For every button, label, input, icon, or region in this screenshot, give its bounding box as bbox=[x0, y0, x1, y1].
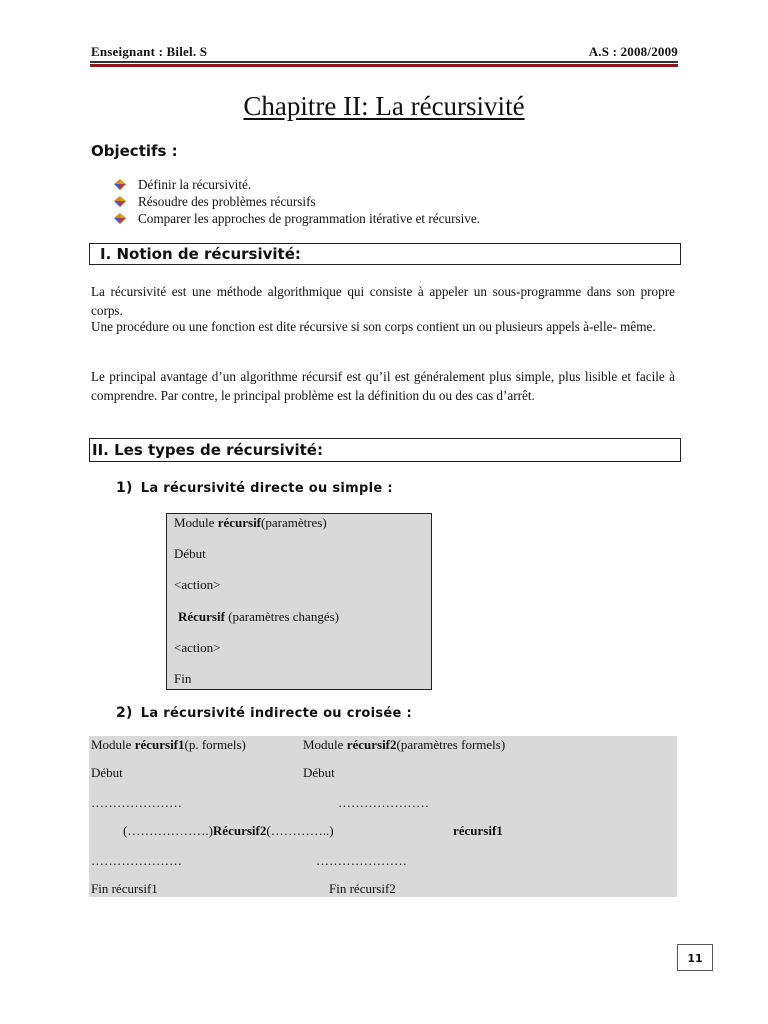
code-line bbox=[123, 823, 334, 839]
paragraph-procedure: Une procédure ou une fonction est dite récursive si son corps contient un ou plusieurs appels à-elle- même. bbox=[91, 319, 656, 334]
header-rule bbox=[90, 61, 678, 63]
code-line: ………………… bbox=[316, 853, 407, 868]
code-line: ………………… bbox=[338, 795, 429, 810]
code-text: (p. formels) bbox=[184, 737, 246, 752]
code-keyword: Récursif2 bbox=[212, 823, 267, 838]
code-line: Fin bbox=[174, 671, 192, 686]
objective-text: Définir la récursivité. bbox=[138, 177, 252, 192]
chapter-title-text: Chapitre II: La récursivité bbox=[243, 91, 525, 121]
objective-text: Comparer les approches de programmation itérative et récursive. bbox=[138, 211, 481, 226]
teacher-name: Enseignant : Bilel. S bbox=[91, 44, 208, 59]
paragraph-advantage: Le principal avantage d’un algorithme récursif est qu’il est généralement plus simple, plus lisible et facile à comprendre. Par contre, le principal problème est la définition du ou des cas d’arrêt. bbox=[91, 369, 675, 403]
bullet-icon bbox=[114, 196, 126, 207]
code-line: Début bbox=[174, 546, 206, 561]
code-keyword: récursif bbox=[217, 515, 262, 530]
bullet-icon bbox=[114, 179, 126, 190]
code-keyword: récursif1 bbox=[453, 823, 503, 838]
header-rule-accent bbox=[90, 64, 678, 67]
code-text: (paramètres changés) bbox=[224, 609, 339, 624]
code-keyword: Récursif bbox=[178, 609, 225, 624]
paragraph-definition: La récursivité est une méthode algorithmique qui consiste à appeler un sous-programme dans son propre corps. bbox=[91, 284, 675, 318]
code-line: <action> bbox=[174, 640, 221, 655]
code-keyword: récursif1 bbox=[134, 737, 185, 752]
code-line bbox=[91, 737, 246, 753]
code-line bbox=[178, 609, 339, 625]
code-keyword: récursif2 bbox=[346, 737, 397, 752]
list-item bbox=[114, 176, 480, 193]
page-number: 11 bbox=[677, 944, 713, 971]
subheading-label: La récursivité directe ou simple : bbox=[140, 481, 393, 496]
code-line: Fin récursif2 bbox=[329, 881, 396, 896]
subheading-direct bbox=[116, 480, 393, 496]
list-item bbox=[114, 210, 480, 227]
code-line bbox=[303, 737, 505, 753]
code-text: (paramètres formels) bbox=[396, 737, 506, 752]
indirect-recursion-code bbox=[89, 736, 677, 897]
code-line: Fin récursif1 bbox=[91, 881, 158, 896]
code-text: (paramètres) bbox=[261, 515, 327, 530]
code-line: ………………… bbox=[91, 853, 182, 868]
code-text: (……………….) bbox=[123, 823, 213, 838]
code-line: ………………… bbox=[91, 795, 182, 810]
code-line: Début bbox=[303, 765, 335, 780]
list-item bbox=[114, 193, 480, 210]
subheading-indirect bbox=[116, 705, 412, 721]
chapter-title bbox=[0, 91, 768, 122]
code-text: Module bbox=[174, 515, 218, 530]
code-text: Module bbox=[91, 737, 135, 752]
code-line bbox=[453, 823, 503, 839]
school-year: A.S : 2008/2009 bbox=[588, 44, 678, 59]
subheading-number: 1) bbox=[116, 480, 133, 496]
section-1-heading: I. Notion de récursivité: bbox=[89, 243, 681, 265]
objectives-list bbox=[114, 176, 480, 227]
objective-text: Résoudre des problèmes récursifs bbox=[138, 194, 316, 209]
subheading-number: 2) bbox=[116, 705, 133, 721]
direct-recursion-code bbox=[166, 513, 432, 690]
code-text: Module bbox=[303, 737, 347, 752]
code-text: (…………..) bbox=[266, 823, 334, 838]
section-2-heading: II. Les types de récursivité: bbox=[89, 438, 681, 462]
bullet-icon bbox=[114, 213, 126, 224]
objectives-heading: Objectifs : bbox=[91, 142, 178, 160]
code-line bbox=[174, 515, 327, 531]
subheading-label: La récursivité indirecte ou croisée : bbox=[140, 706, 412, 721]
code-line: <action> bbox=[174, 577, 221, 592]
code-line: Début bbox=[91, 765, 123, 780]
